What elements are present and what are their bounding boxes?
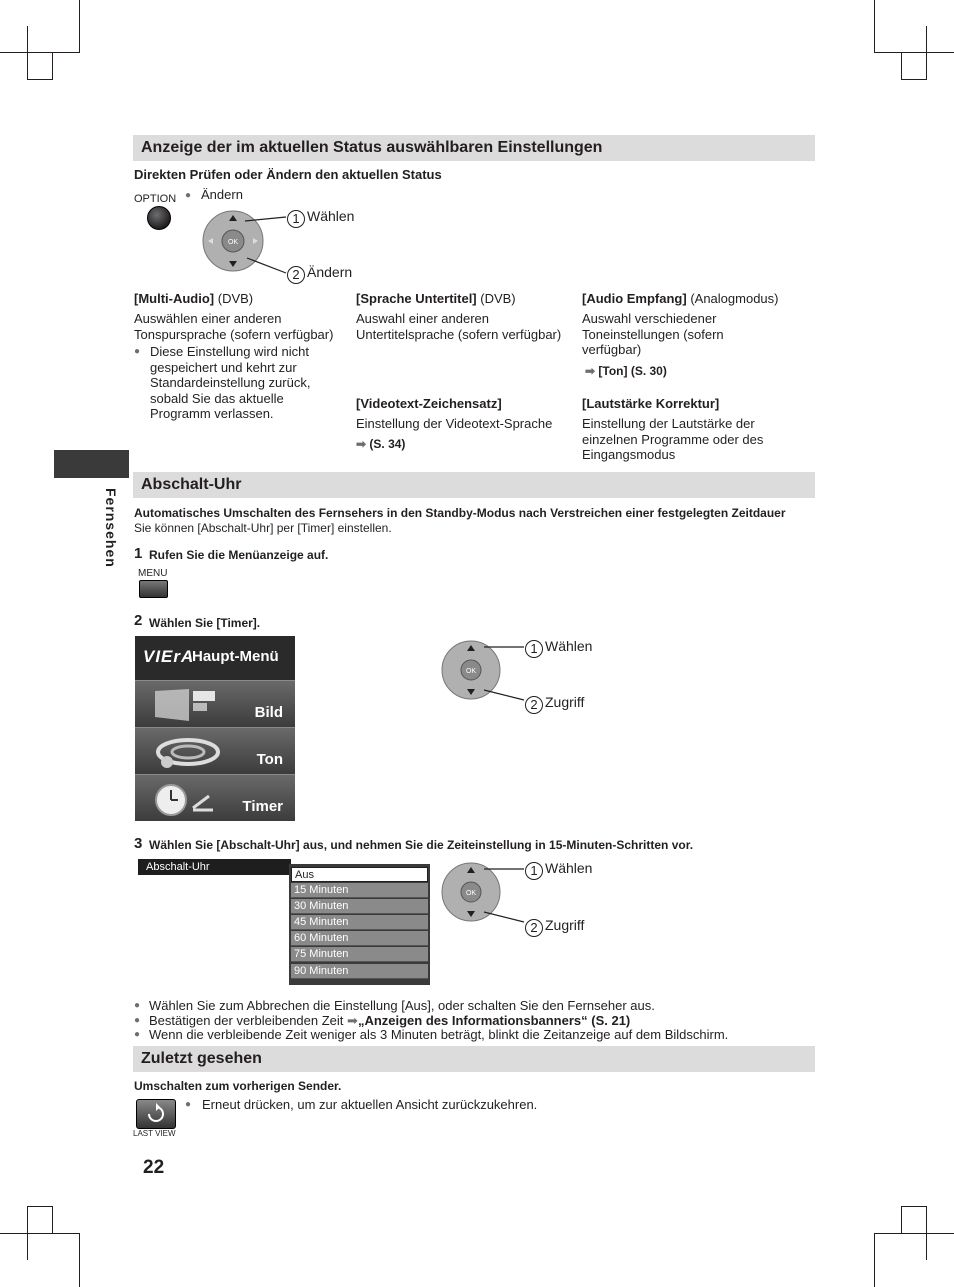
nav-diagram-2 <box>438 638 528 702</box>
section-subtitle: Direkten Prüfen oder Ändern den aktuellen Status <box>134 167 442 182</box>
crop-mark <box>926 26 927 80</box>
bullet-cancel: Wählen Sie zum Abbrechen die Einstellung [Aus], oder schalten Sie den Fernseher aus. <box>149 998 655 1013</box>
step-access: 2 Zugriff <box>525 917 584 937</box>
menu-item-picture[interactable]: Bild <box>135 680 295 727</box>
crop-mark <box>874 0 875 52</box>
col-subtitle-lang: [Sprache Untertitel] (DVB) <box>356 291 516 306</box>
menu-item-sound[interactable]: Ton <box>135 727 295 774</box>
crop-mark <box>79 1233 80 1287</box>
crop-mark <box>901 1206 902 1234</box>
section-subtitle: Umschalten zum vorherigen Sender. <box>134 1079 342 1093</box>
col-audio-desc: Auswahl verschiedener Toneinstellungen (sofern verfügbar) <box>582 311 724 357</box>
picture-icon <box>153 687 223 723</box>
last-view-label: LAST VIEW <box>133 1129 176 1138</box>
step-select: 1 Wählen <box>287 209 354 228</box>
clock-icon <box>153 780 223 818</box>
step-select: 1 Wählen <box>525 638 592 658</box>
main-menu-header <box>135 636 295 680</box>
viera-logo: VIErA <box>143 647 195 666</box>
side-label: Fernsehen <box>103 488 119 568</box>
crop-mark <box>901 52 902 80</box>
side-tab <box>54 450 129 478</box>
crop-mark <box>0 1233 80 1234</box>
timer-option[interactable]: 75 Minuten <box>291 947 428 962</box>
col-multi-audio-note: Diese Einstellung wird nicht gespeichert und kehrt zur Standardeinstellung zurück, sobald Sie das aktuelle Programm verlassen. <box>150 344 311 421</box>
crop-mark <box>874 52 954 53</box>
crop-mark <box>27 26 28 80</box>
bullet-icon: ● <box>134 1029 141 1040</box>
section-note: Sie können [Abschalt-Uhr] per [Timer] einstellen. <box>134 521 392 535</box>
col-subtitle-desc: Auswahl einer anderen Untertitelsprache (sofern verfügbar) <box>356 311 562 342</box>
col-multi-audio: [Multi-Audio] (DVB) <box>134 291 254 306</box>
col-volume: [Lautstärke Korrektur] <box>582 396 720 411</box>
section-subtitle: Automatisches Umschalten des Fernsehers in den Standby-Modus nach Verstreichen einer festgelegten Zeitdauer <box>134 506 786 520</box>
crop-mark <box>0 52 80 53</box>
svg-text:OK: OK <box>465 668 477 675</box>
option-button[interactable] <box>147 206 171 230</box>
step-number: 3 <box>134 835 143 852</box>
timer-option-selected[interactable]: Aus <box>291 867 428 882</box>
ref-info-banner[interactable]: „Anzeigen des Informationsbanners“ (S. 21) <box>357 1013 631 1028</box>
step-select: 1 Wählen <box>525 860 592 880</box>
col-audio-reception: [Audio Empfang] (Analogmodus) <box>582 291 779 306</box>
step-text: Rufen Sie die Menüanzeige auf. <box>149 548 329 562</box>
bullet-icon: ● <box>185 1099 192 1110</box>
crop-mark <box>27 1206 53 1207</box>
svg-text:OK: OK <box>465 890 477 897</box>
section-title-settings: Anzeige der im aktuellen Status auswählbaren Einstellungen <box>133 135 815 161</box>
crop-mark <box>52 1206 53 1234</box>
nav-diagram-3 <box>438 860 528 924</box>
step-text: Wählen Sie [Abschalt-Uhr] aus, und nehmen Sie die Zeiteinstellung in 15-Minuten-Schritten vor. <box>149 838 694 852</box>
crop-mark <box>27 1206 28 1260</box>
crop-mark <box>27 79 53 80</box>
menu-label: MENU <box>138 568 168 579</box>
col-volume-desc: Einstellung der Lautstärke der einzelnen Programme oder des Eingangsmodus <box>582 416 764 462</box>
crop-mark <box>52 52 53 80</box>
main-menu-title: Haupt-Menü <box>192 648 279 665</box>
menu-item-timer[interactable]: Timer <box>135 774 295 821</box>
bullet-remaining: Bestätigen der verbleibenden Zeit ➡„Anzeigen des Informationsbanners“ (S. 21) <box>149 1013 631 1028</box>
bullet-icon: ● <box>134 1015 141 1026</box>
step-number: 1 <box>134 545 143 562</box>
bullet-icon: ● <box>134 346 141 357</box>
ok-label: OK <box>227 239 239 246</box>
crop-mark <box>901 1206 927 1207</box>
bullet-icon: ● <box>134 1000 141 1011</box>
step-access: 2 Zugriff <box>525 694 584 714</box>
section-title-last-view: Zuletzt gesehen <box>133 1046 815 1072</box>
bullet-text: Ändern <box>201 187 243 202</box>
page-number: 22 <box>143 1157 165 1178</box>
timer-option[interactable]: 30 Minuten <box>291 899 428 914</box>
crop-mark <box>79 0 80 52</box>
ref-ton[interactable]: ➡ [Ton] (S. 30) <box>585 364 667 378</box>
refresh-icon <box>137 1100 175 1128</box>
col-teletext-desc: Einstellung der Videotext-Sprache <box>356 416 553 431</box>
crop-mark <box>901 79 927 80</box>
col-multi-audio-desc: Auswählen einer anderen Tonspursprache (sofern verfügbar) <box>134 311 334 342</box>
timer-option[interactable]: 45 Minuten <box>291 915 428 930</box>
step-number: 2 <box>134 612 143 629</box>
step-text: Wählen Sie [Timer]. <box>149 616 261 630</box>
timer-menu-label: Abschalt-Uhr <box>138 859 291 875</box>
sound-icon <box>153 734 223 770</box>
step-change: 2 Ändern <box>287 265 352 284</box>
ref-teletext[interactable]: ➡ (S. 34) <box>356 437 406 451</box>
section-title-sleep-timer: Abschalt-Uhr <box>133 472 815 498</box>
timer-option[interactable]: 90 Minuten <box>291 964 428 979</box>
crop-mark <box>874 1233 954 1234</box>
bullet-icon: ● <box>185 190 192 201</box>
col-teletext: [Videotext-Zeichensatz] <box>356 396 502 411</box>
timer-option[interactable]: 60 Minuten <box>291 931 428 946</box>
bullet-blink: Wenn die verbleibende Zeit weniger als 3 Minuten beträgt, blinkt die Zeitanzeige auf dem Bildschirm. <box>149 1027 729 1042</box>
timer-option[interactable]: 15 Minuten <box>291 883 428 898</box>
crop-mark <box>874 1233 875 1287</box>
bullet-text: Erneut drücken, um zur aktuellen Ansicht zurückzukehren. <box>202 1097 538 1112</box>
last-view-button[interactable] <box>136 1099 176 1129</box>
menu-button[interactable] <box>139 580 168 598</box>
crop-mark <box>926 1206 927 1260</box>
option-label: OPTION <box>134 193 177 205</box>
